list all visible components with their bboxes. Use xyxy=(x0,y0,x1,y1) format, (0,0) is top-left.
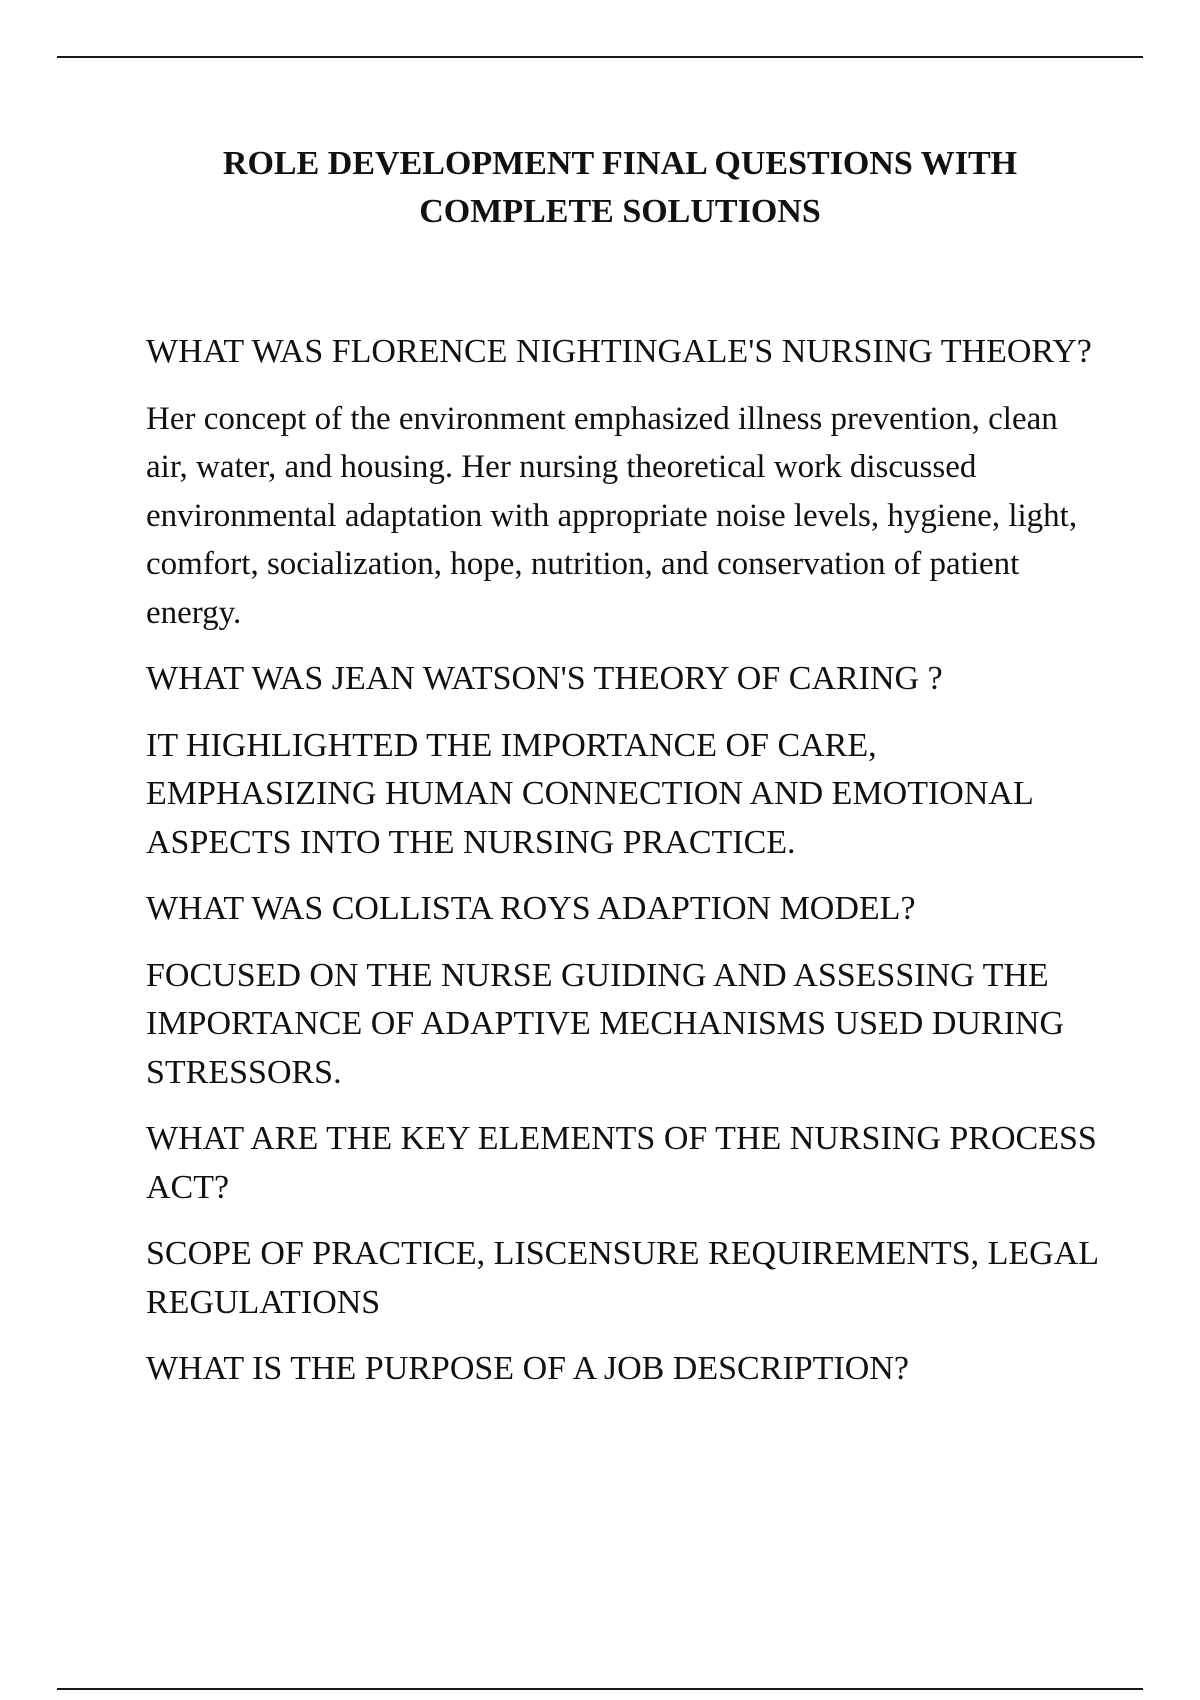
bottom-divider xyxy=(57,1688,1143,1690)
title-line-2: COMPLETE SOLUTIONS xyxy=(419,193,821,230)
top-divider xyxy=(57,56,1143,58)
question-5: WHAT IS THE PURPOSE OF A JOB DESCRIPTION? xyxy=(146,1350,909,1387)
title-line-1: ROLE DEVELOPMENT FINAL QUESTIONS WITH xyxy=(222,145,1018,182)
answer-3: FOCUSED ON THE NURSE GUIDING AND ASSESSING THE IMPORTANCE OF ADAPTIVE MECHANISMS USED DURING STRESSORS. xyxy=(146,956,1065,1091)
question-3: WHAT WAS COLLISTA ROYS ADAPTION MODEL? xyxy=(146,890,916,927)
question-4: WHAT ARE THE KEY ELEMENTS OF THE NURSING PROCESS ACT? xyxy=(146,1120,1097,1206)
answer-4: SCOPE OF PRACTICE, LISCENSURE REQUIREMENTS, LEGAL REGULATIONS xyxy=(146,1235,1098,1321)
document-title xyxy=(146,140,1094,236)
document-body xyxy=(146,328,1106,1412)
answer-2: IT HIGHLIGHTED THE IMPORTANCE OF CARE, EMPHASIZING HUMAN CONNECTION AND EMOTIONAL ASPECTS INTO THE NURSING PRACTICE. xyxy=(146,726,1033,861)
question-1: WHAT WAS FLORENCE NIGHTINGALE'S NURSING THEORY? xyxy=(146,333,1092,370)
answer-1: Her concept of the environment emphasized illness prevention, clean air, water, and housing. Her nursing theoretical work discussed environmental adaptation with appropriate noise levels, hygiene, light, comfort, socialization, hope, nutrition, and conservation of patient energy. xyxy=(146,400,1078,631)
question-2: WHAT WAS JEAN WATSON'S THEORY OF CARING ? xyxy=(146,660,943,697)
